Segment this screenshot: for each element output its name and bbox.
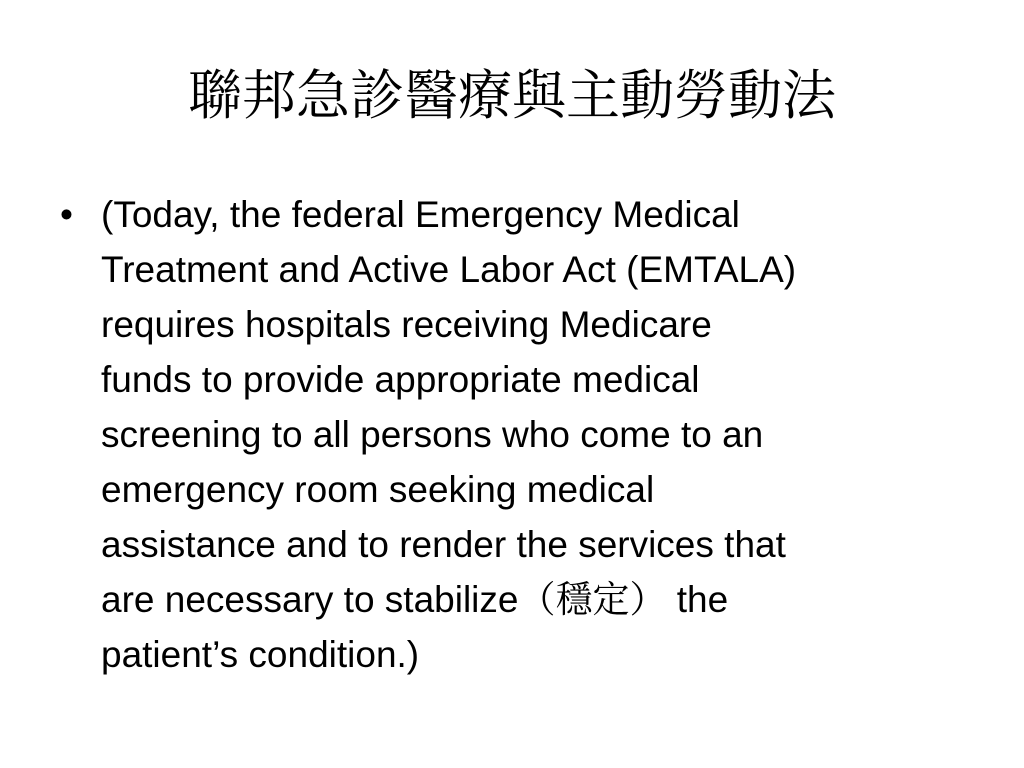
- bullet-text-line: requires hospitals receiving Medicare: [101, 304, 712, 345]
- bullet-text-line: funds to provide appropriate medical: [101, 359, 700, 400]
- bullet-text-line: Treatment and Active Labor Act (EMTALA): [101, 249, 797, 290]
- slide-title: 聯邦急診醫療與主動勞動法: [188, 64, 836, 127]
- bullet-text-segment: the: [666, 579, 729, 620]
- bullet-text-line: patient’s condition.): [101, 634, 420, 675]
- slide-body: [60, 187, 965, 682]
- bullet-text-segment: are necessary to stabilize: [101, 579, 519, 620]
- bullet-marker: •: [60, 194, 73, 235]
- chinese-gloss: （穩定）: [518, 578, 667, 621]
- bullet-text-line: screening to all persons who come to an: [101, 414, 764, 455]
- bullet-text-line-with-gloss: [101, 572, 965, 627]
- bullet-text-line: emergency room seeking medical: [101, 469, 655, 510]
- bullet-item: [60, 187, 965, 682]
- bullet-text-line: (Today, the federal Emergency Medical: [101, 194, 740, 235]
- bullet-text-line: assistance and to render the services that: [101, 524, 786, 565]
